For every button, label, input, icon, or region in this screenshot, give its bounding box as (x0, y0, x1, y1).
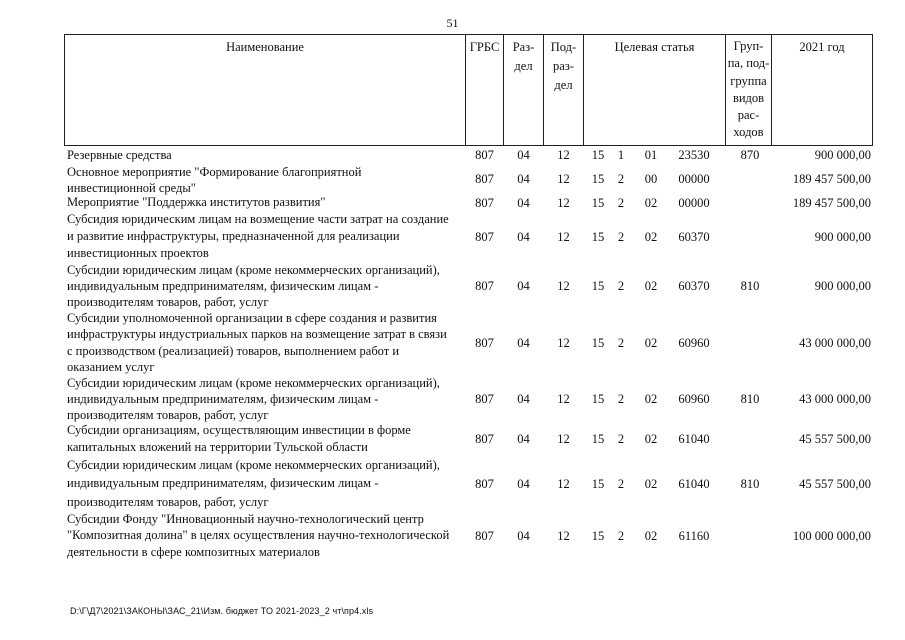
table-row (0, 194, 905, 211)
row-name (67, 211, 465, 262)
row-name-line: инвестиционных проектов (67, 246, 209, 260)
row-name (67, 164, 465, 196)
cell-t4: 61040 (678, 432, 710, 446)
row-name-line: капитальных вложений на территории Тульской области (67, 440, 368, 454)
file-path-footer: D:\Г\Д7\2021\ЗАКОНЫ\ЗАС_21\Изм. бюджет ТО 2021-2023_2 чт\пр4.xls (70, 606, 374, 616)
row-name-line: производителям товаров, работ, услуг (67, 408, 269, 422)
cell-t1: 15 (591, 229, 605, 244)
cell-t4: 61040 (678, 476, 710, 491)
cell-t1: 15 (591, 476, 605, 491)
cell-grbs: 807 (475, 335, 494, 350)
cell-pr: 12 (557, 148, 570, 162)
cell-t3: 02 (644, 528, 658, 543)
row-name-line: индивидуальным предпринимателям, физическим лицам - (67, 476, 379, 491)
cell-grbs: 807 (475, 148, 494, 162)
cell-t3: 01 (644, 148, 658, 162)
cell-t4: 23530 (678, 148, 710, 162)
cell-t2: 2 (617, 279, 625, 293)
cell-grbs: 807 (475, 195, 494, 210)
cell-rz: 04 (517, 335, 530, 350)
row-name-line: оказанием услуг (67, 359, 155, 374)
cell-vr: 810 (740, 476, 760, 491)
table-row (0, 146, 905, 164)
cell-t2: 2 (617, 391, 625, 406)
cell-rz: 04 (517, 391, 530, 406)
cell-grbs: 807 (475, 279, 494, 293)
cell-grbs: 807 (475, 172, 494, 186)
cell-rz: 04 (517, 172, 530, 186)
row-name (67, 422, 465, 456)
cell-t4: 60960 (678, 335, 710, 350)
row-name (67, 310, 465, 375)
row-name (67, 511, 465, 560)
cell-t1: 15 (591, 195, 605, 210)
row-name-line: с производством (реализацией) товаров, выполнением работ и (67, 343, 400, 358)
cell-rz: 04 (517, 476, 530, 491)
cell-vr: 810 (740, 391, 760, 406)
cell-t3: 00 (644, 172, 658, 186)
row-name-line: Субсидии юридическим лицам (кроме некоммерческих организаций), (67, 263, 440, 277)
cell-grbs: 807 (475, 229, 494, 244)
cell-t3: 02 (644, 279, 658, 293)
cell-t3: 02 (644, 476, 658, 491)
cell-t4: 60960 (678, 391, 710, 406)
table-row (0, 262, 905, 310)
cell-grbs: 807 (475, 528, 494, 543)
header-podrazdel: Под- раз- дел (550, 40, 577, 93)
cell-amount: 43 000 000,00 (799, 391, 871, 406)
table-row (0, 211, 905, 262)
cell-vr: 810 (740, 279, 760, 293)
row-name-line: "Композитная долина" в целях осуществления научно-технологической (67, 528, 450, 543)
row-name-line: Субсидии юридическим лицам (кроме некоммерческих организаций), (67, 376, 440, 390)
cell-t3: 02 (644, 195, 658, 210)
cell-rz: 04 (517, 432, 530, 446)
cell-t1: 15 (591, 279, 605, 293)
cell-t3: 02 (644, 229, 658, 244)
page-number: 51 (446, 16, 459, 30)
table-row (0, 422, 905, 456)
cell-amount: 900 000,00 (814, 229, 871, 244)
cell-t2: 2 (617, 195, 625, 210)
table-row (0, 310, 905, 375)
cell-t2: 2 (617, 172, 625, 186)
cell-t4: 00000 (678, 195, 710, 210)
cell-rz: 04 (517, 279, 530, 293)
table-row (0, 511, 905, 560)
cell-amount: 43 000 000,00 (799, 335, 871, 350)
row-name-line: деятельности в сфере композитных материалов (67, 544, 320, 559)
cell-amount: 189 457 500,00 (792, 172, 871, 186)
cell-vr: 870 (740, 148, 760, 162)
cell-t1: 15 (591, 528, 605, 543)
cell-t4: 60370 (678, 279, 710, 293)
table-row (0, 375, 905, 422)
cell-t4: 60370 (678, 229, 710, 244)
row-name-line: инфраструктуры индустриальных парков на возмещение затрат в связи (67, 327, 447, 342)
cell-t2: 2 (617, 229, 625, 244)
cell-t1: 15 (591, 432, 605, 446)
row-name-line: производителям товаров, работ, услуг (67, 494, 269, 509)
row-name-line: инвестиционной среды" (67, 181, 196, 195)
row-name-line: Мероприятие "Поддержка институтов развития" (67, 195, 326, 209)
cell-amount: 100 000 000,00 (792, 528, 871, 543)
cell-t2: 2 (617, 335, 625, 350)
cell-t4: 61160 (678, 528, 710, 543)
header-year: 2021 год (799, 40, 845, 54)
cell-t3: 02 (644, 391, 658, 406)
cell-amount: 45 557 500,00 (799, 476, 871, 491)
cell-grbs: 807 (475, 391, 494, 406)
table-row (0, 456, 905, 511)
cell-amount: 189 457 500,00 (792, 195, 871, 210)
row-name-line: Основное мероприятие "Формирование благоприятной (67, 165, 362, 179)
row-name-line: и развитие инфраструктуры, предназначенной для реализации (67, 229, 400, 243)
row-name-line: Субсидии уполномоченной организации в сфере создания и развития (67, 311, 437, 325)
row-name-line: Субсидия юридическим лицам на возмещение части затрат на создание (67, 212, 449, 226)
cell-pr: 12 (557, 195, 570, 210)
cell-t2: 1 (617, 148, 625, 162)
cell-rz: 04 (517, 528, 530, 543)
header-target: Целевая статья (614, 40, 695, 54)
header-name: Наименование (226, 40, 304, 54)
cell-t1: 15 (591, 335, 605, 350)
row-name (67, 375, 465, 423)
cell-t3: 02 (644, 335, 658, 350)
table-row (0, 164, 905, 194)
cell-t2: 2 (617, 528, 625, 543)
row-name-line: производителям товаров, работ, услуг (67, 295, 269, 309)
cell-pr: 12 (557, 528, 570, 543)
row-name (67, 262, 465, 310)
cell-amount: 45 557 500,00 (799, 432, 871, 446)
header-razdel: Раз- дел (512, 40, 535, 74)
cell-pr: 12 (557, 335, 570, 350)
cell-t1: 15 (591, 172, 605, 186)
cell-t4: 00000 (678, 172, 710, 186)
cell-pr: 12 (557, 432, 570, 446)
cell-grbs: 807 (475, 432, 494, 446)
header-group: Груп- па, под- группа видов рас- ходов (727, 39, 770, 140)
row-name-line: Субсидии Фонду "Инновационный научно-технологический центр (67, 512, 424, 526)
row-name (67, 146, 465, 164)
row-name-line: Резервные средства (67, 148, 172, 162)
cell-pr: 12 (557, 476, 570, 491)
cell-pr: 12 (557, 229, 570, 244)
row-name (67, 456, 465, 511)
cell-rz: 04 (517, 195, 530, 210)
row-name-line: Субсидии юридическим лицам (кроме некоммерческих организаций), (67, 458, 440, 472)
cell-rz: 04 (517, 148, 530, 162)
cell-amount: 900 000,00 (814, 148, 871, 162)
cell-pr: 12 (557, 279, 570, 293)
cell-amount: 900 000,00 (814, 279, 871, 293)
cell-pr: 12 (557, 391, 570, 406)
cell-pr: 12 (557, 172, 570, 186)
row-name-line: индивидуальным предпринимателям, физическим лицам - (67, 279, 379, 293)
cell-rz: 04 (517, 229, 530, 244)
cell-grbs: 807 (475, 476, 494, 491)
cell-t2: 2 (617, 476, 625, 491)
cell-t1: 15 (591, 148, 605, 162)
row-name (67, 194, 465, 211)
cell-t3: 02 (644, 432, 658, 446)
row-name-line: Субсидии организациям, осуществляющим инвестиции в форме (67, 423, 411, 437)
cell-t1: 15 (591, 391, 605, 406)
row-name-line: индивидуальным предпринимателям, физическим лицам - (67, 392, 379, 406)
cell-t2: 2 (617, 432, 625, 446)
header-grbs: ГРБС (469, 40, 500, 54)
